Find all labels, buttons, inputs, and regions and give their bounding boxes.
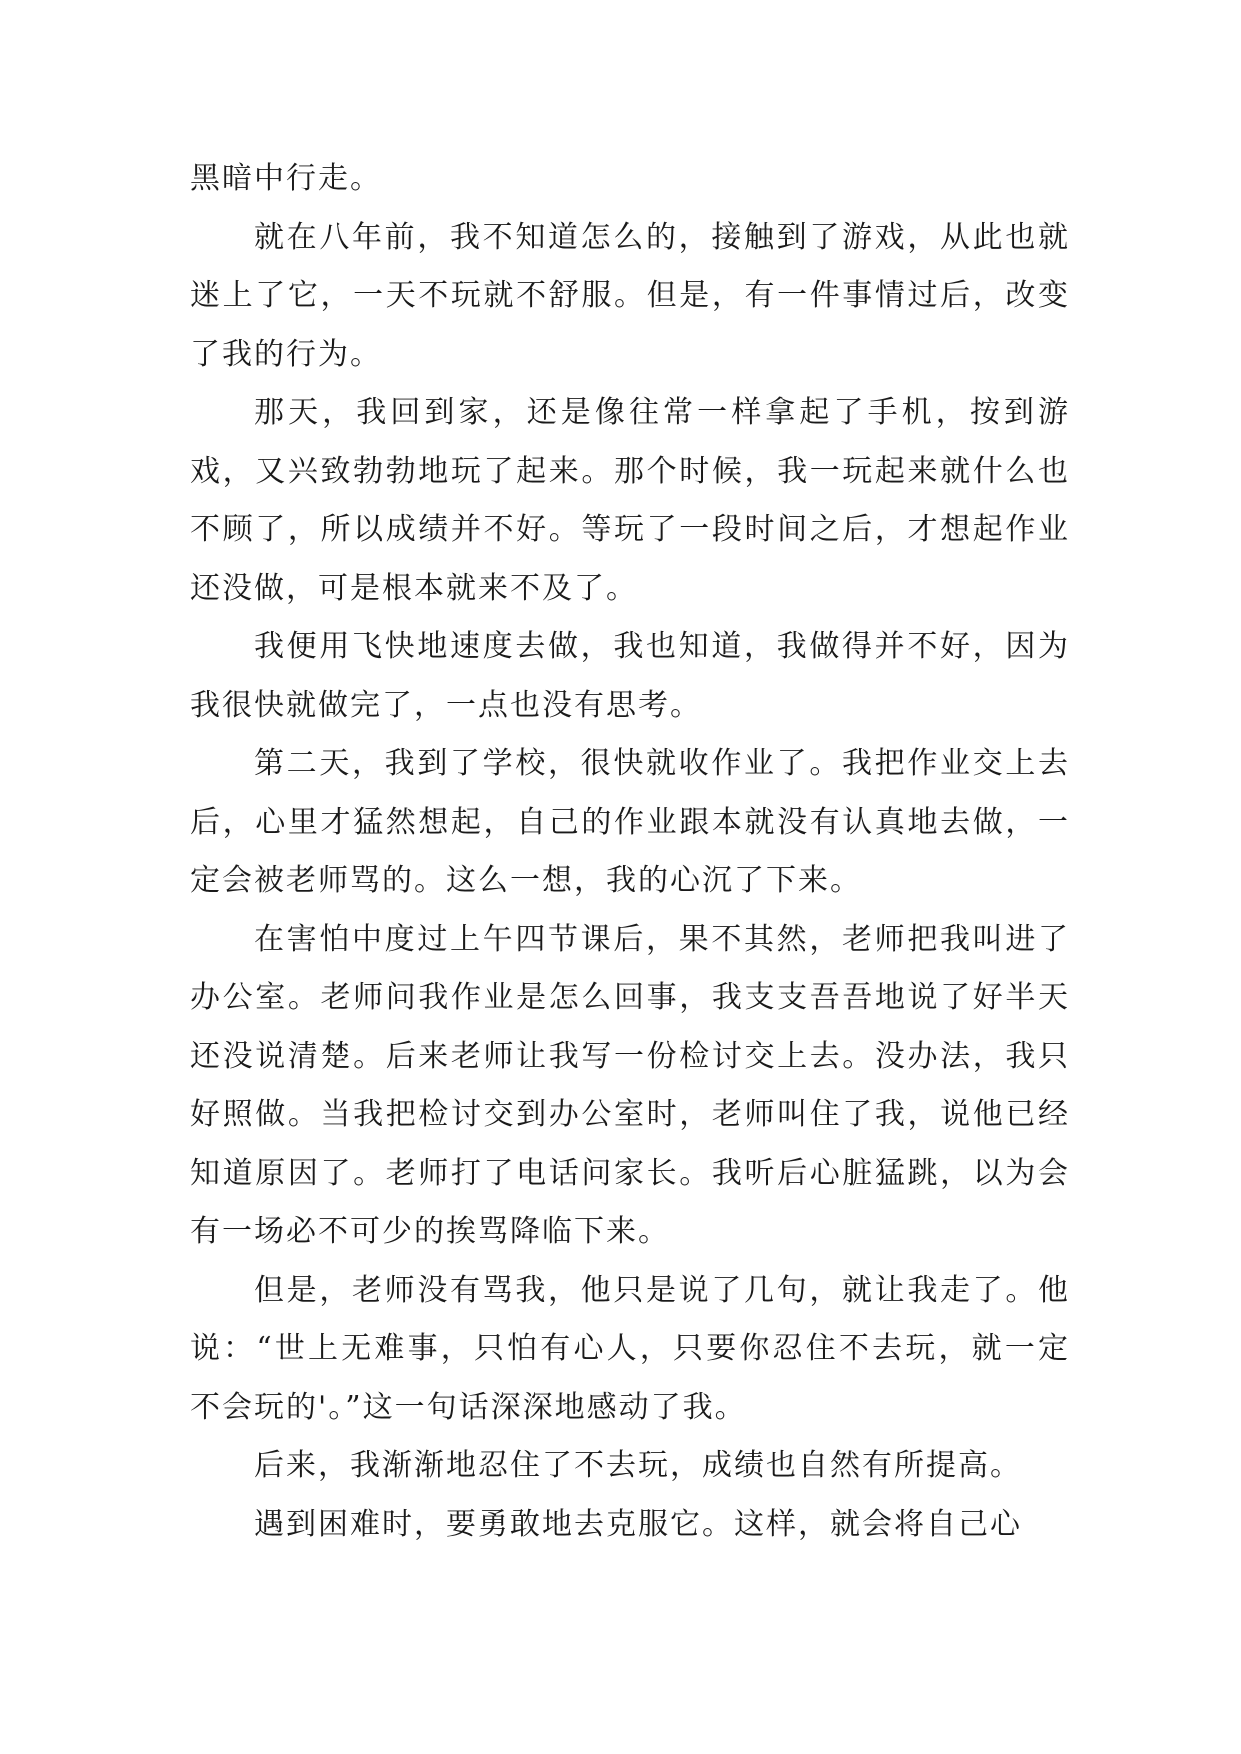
paragraph-3: 那天，我回到家，还是像往常一样拿起了手机，按到游戏，又兴致勃勃地玩了起来。那个时候，我一玩起来就什么也不顾了，所以成绩并不好。等玩了一段时间之后，才想起作业还没做，可是根本就来不及了。 — [190, 395, 1070, 606]
paragraph-5: 第二天，我到了学校，很快就收作业了。我把作业交上去后，心里才猛然想起，自己的作业跟本就没有认真地去做，一定会被老师骂的。这么一想，我的心沉了下来。 — [190, 746, 1070, 898]
paragraph-4: 我便用飞快地速度去做，我也知道，我做得并不好，因为我很快就做完了，一点也没有思考。 — [190, 629, 1070, 723]
paragraph-8: 后来，我渐渐地忍住了不去玩，成绩也自然有所提高。 — [254, 1448, 1022, 1483]
paragraph-7: 但是，老师没有骂我，他只是说了几句，就让我走了。他说：“世上无难事，只怕有心人，只要你忍住不去玩，就一定不会玩的'。”这一句话深深地感动了我。 — [190, 1272, 1070, 1425]
document-page — [190, 150, 1070, 1554]
paragraph-1: 黑暗中行走。 — [190, 161, 382, 196]
paragraph-9: 遇到困难时，要勇敢地去克服它。这样，就会将自己心 — [254, 1506, 1022, 1542]
paragraph-6: 在害怕中度过上午四节课后，果不其然，老师把我叫进了办公室。老师问我作业是怎么回事，我支支吾吾地说了好半天还没说清楚。后来老师让我写一份检讨交上去。没办法，我只好照做。当我把检讨交到办公室时，老师叫住了我，说他已经知道原因了。老师打了电话问家长。我听后心脏猛跳，以为会有一场必不可少的挨骂降临下来。 — [190, 921, 1070, 1249]
paragraph-2: 就在八年前，我不知道怎么的，接触到了游戏，从此也就迷上了它，一天不玩就不舒服。但是，有一件事情过后，改变了我的行为。 — [190, 219, 1070, 372]
